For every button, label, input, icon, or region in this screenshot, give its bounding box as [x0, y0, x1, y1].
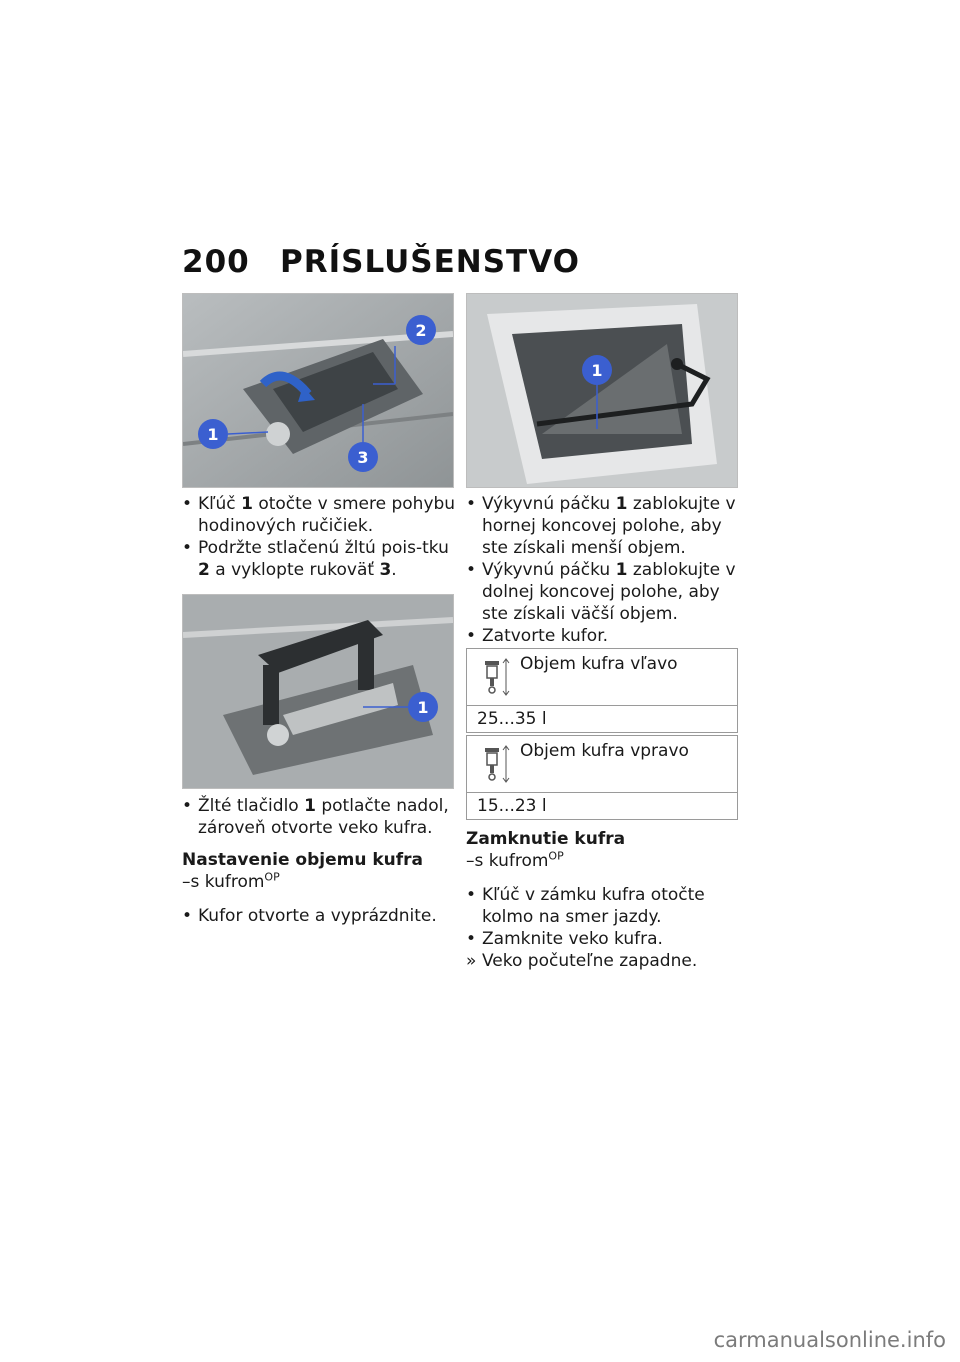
figure-case-interior — [466, 293, 738, 488]
callout-2: 2 — [415, 321, 427, 340]
spec-icon — [481, 657, 511, 697]
variant-note: –s kufrom$^{OP}$ — [466, 849, 564, 871]
list-item: • Kľúč 1 otočte v smere pohybu hodinových ručičiek. — [182, 494, 456, 536]
list-item: • Kľúč v zámku kufra otočte kolmo na smer jazdy. — [466, 885, 705, 927]
list-item: • Podržte stlačenú žltú pois-tku 2 a vyklopte rukoväť 3. — [182, 538, 449, 580]
left-steps-1 — [182, 493, 462, 581]
figure-key-turn — [182, 293, 454, 488]
spec-value: 15...23 l — [477, 796, 547, 816]
spec-box-right-volume — [466, 735, 738, 820]
spec-label: Objem kufra vpravo — [520, 741, 689, 761]
list-item: • Výkyvnú páčku 1 zablokujte v hornej koncovej polohe, aby ste získali menší objem. — [466, 494, 736, 558]
list-item: • Kufor otvorte a vyprázdnite. — [182, 906, 437, 926]
chapter-title: PRÍSLUŠENSTVO — [280, 244, 580, 280]
callout-3: 3 — [357, 448, 369, 467]
list-item: • Žlté tlačidlo 1 potlačte nadol, zároveň otvorte veko kufra. — [182, 796, 449, 838]
callout-1: 1 — [207, 425, 219, 444]
list-item: • Výkyvnú páčku 1 zablokujte v dolnej koncovej polohe, aby ste získali väčší objem. — [466, 560, 736, 624]
spec-label: Objem kufra vľavo — [520, 654, 678, 674]
right-steps-2 — [466, 828, 738, 972]
callout-1: 1 — [417, 698, 429, 717]
result-item: » Veko počuteľne zapadne. — [466, 951, 698, 971]
list-item: • Zatvorte kufor. — [466, 626, 609, 646]
section-heading-volume: Nastavenie objemu kufra — [182, 850, 424, 870]
left-steps-2 — [182, 795, 462, 927]
spec-box-left-volume — [466, 648, 738, 733]
figure-handle-button — [182, 594, 454, 789]
variant-note: –s kufrom$^{OP}$ — [182, 870, 280, 892]
section-heading-lock: Zamknutie kufra — [466, 829, 626, 849]
right-steps-1 — [466, 493, 738, 647]
page-number: 200 — [182, 244, 250, 280]
spec-value: 25...35 l — [477, 709, 547, 729]
spec-icon — [481, 744, 511, 784]
callout-1: 1 — [591, 361, 603, 380]
watermark: carmanualsonline.info — [713, 1328, 946, 1352]
list-item: • Zamknite veko kufra. — [466, 929, 663, 949]
